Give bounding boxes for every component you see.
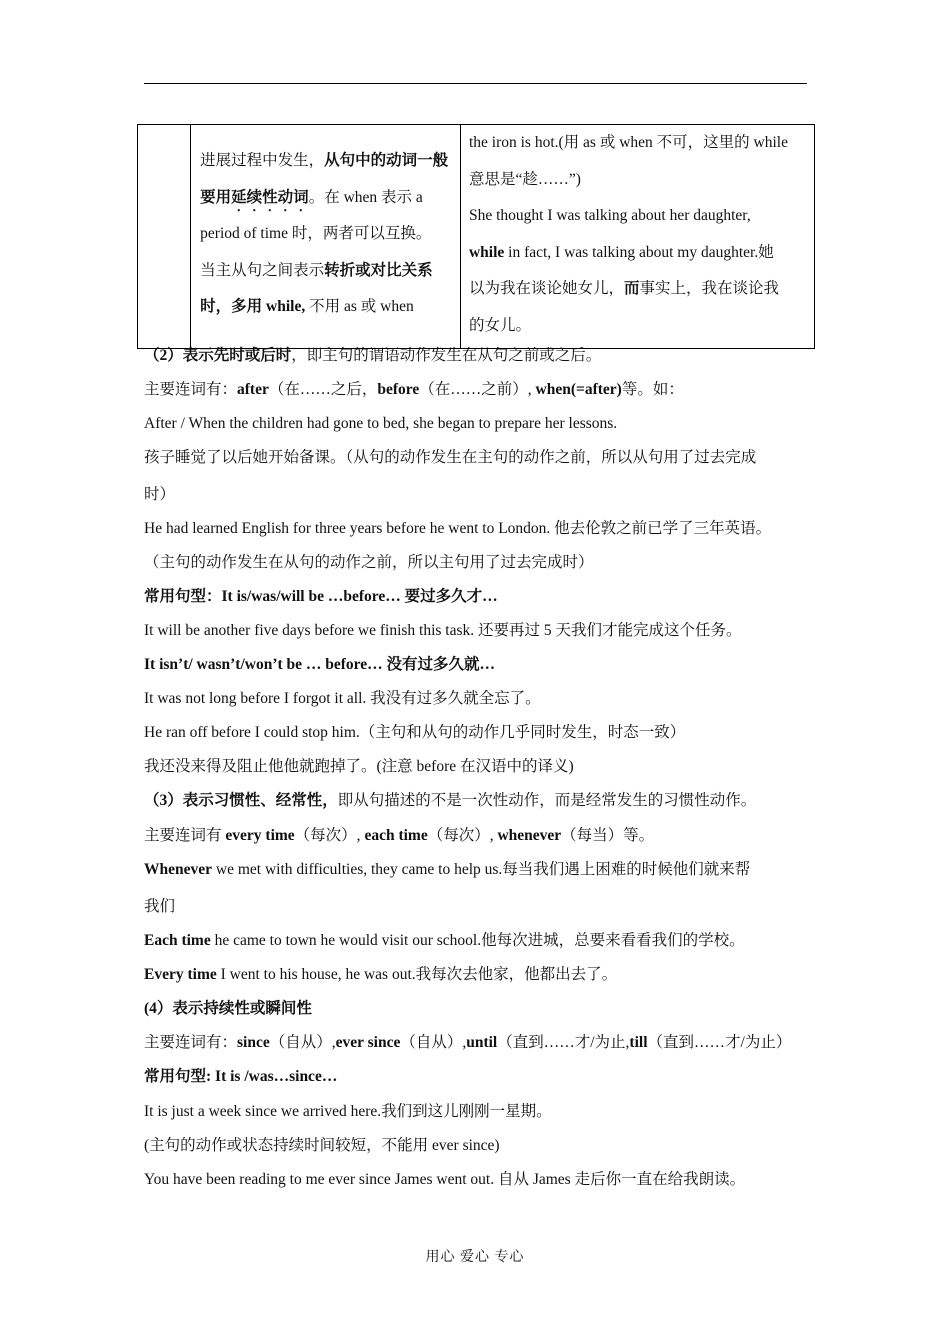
keyword: since: [237, 1034, 270, 1051]
pattern-text: 常用句型: It is /was…since…: [144, 1068, 338, 1085]
note-line: (主句的动作或状态持续时间较短，不能用 ever since): [144, 1137, 500, 1154]
header-rule: [144, 83, 807, 84]
section-heading: [144, 339, 601, 373]
example-sentence: [144, 853, 750, 887]
keyword: after: [237, 381, 269, 398]
emphasis-dotted-text: 延续性动词: [231, 188, 309, 206]
text: （在……之后，: [268, 381, 378, 398]
text: （自从）,: [400, 1034, 467, 1051]
cell-text: 。在 when 表示 a period of time 时，两者可以互换。: [200, 188, 432, 242]
keyword: whenever: [497, 827, 562, 844]
example-sentence: [144, 924, 745, 958]
translation-line: 我们: [144, 898, 176, 915]
keyword: Every time: [144, 966, 217, 983]
heading-bold: （3）表示习惯性、经常性，: [144, 792, 338, 809]
conjunction-line: [144, 819, 654, 853]
example-text: 以为我在谈论她女儿，: [468, 280, 624, 297]
heading-rest: ，即主句的谓语动作发生在从句之前或之后。: [291, 347, 602, 364]
keyword: every time: [225, 827, 295, 844]
keyword: each time: [364, 827, 428, 844]
example-line: [469, 235, 806, 272]
section-heading: [144, 784, 756, 818]
keyword: until: [466, 1034, 498, 1051]
keyword: before: [377, 381, 420, 398]
example-text: 事实上，我在谈论我: [639, 280, 779, 297]
comparison-table: [137, 124, 815, 349]
translation-line: 时）: [144, 486, 176, 503]
text: （自从）,: [269, 1034, 336, 1051]
example-line: the iron is hot.(用 as 或 when 不可，这里的 while: [468, 134, 788, 151]
keyword: while: [468, 243, 505, 261]
heading-bold: (4）表示持续性或瞬间性: [144, 1000, 312, 1017]
translation-line: 我还没来得及阻止他他就跑掉了。(注意 before 在汉语中的译义): [144, 758, 574, 775]
text: he came to town he would visit our school.他每次进城，总要来看看我们的学校。: [210, 932, 745, 949]
page-footer: 用心 爱心 专心: [425, 1250, 525, 1265]
table-cell-empty: [138, 125, 191, 349]
note-line: （主句的动作发生在从句的动作之前，所以主句用了过去完成时）: [144, 554, 594, 571]
conjunction-line: [144, 1026, 791, 1060]
example-sentence: He ran off before I could stop him.（主句和从句的动作几乎同时发生，时态一致）: [144, 724, 686, 741]
keyword: till: [629, 1034, 648, 1051]
translation-line: 孩子睡觉了以后她开始备课。（从句的动作发生在主句的动作之前，所以从句用了过去完成: [144, 449, 757, 466]
example-text: in fact, I was talking about my daughter.她: [504, 243, 774, 261]
table-row: [138, 125, 815, 349]
pattern-line: [144, 580, 498, 614]
example-sentence: It was not long before I forgot it all. 我没有过多久就全忘了。: [144, 690, 541, 707]
text: （每次）,: [294, 827, 365, 844]
keyword: 而: [623, 280, 640, 297]
keyword: ever since: [335, 1034, 401, 1051]
pattern-line: [144, 1060, 337, 1094]
text: （直到……才/为止,: [497, 1034, 630, 1051]
example-sentence: He had learned English for three years before he went to London. 他去伦敦之前已学了三年英语。: [144, 520, 772, 537]
text: I went to his house, he was out.我每次去他家，他都出去了。: [216, 966, 618, 983]
example-line: She thought I was talking about her daughter,: [468, 207, 751, 224]
table-cell-explanation: [191, 125, 461, 349]
pattern-text: 常用句型：It is/was/will be …before… 要过多久才…: [144, 588, 498, 605]
table-cell-examples: [460, 125, 814, 349]
keyword: when(=after): [535, 381, 622, 398]
example-sentence: It will be another five days before we finish this task. 还要再过 5 天我们才能完成这个任务。: [144, 622, 742, 639]
cell-bold-text: 转折或对比关系时，多用 while,: [200, 261, 433, 315]
example-sentence: [144, 958, 617, 992]
keyword: Each time: [144, 932, 211, 949]
pattern-line: [144, 648, 495, 682]
example-sentence: After / When the children had gone to bed, she began to prepare her lessons.: [144, 415, 618, 432]
text: 主要连词有: [144, 827, 226, 844]
cell-text: 不用 as 或 when: [305, 298, 414, 315]
heading-bold: （2）表示先时或后时: [144, 347, 292, 364]
section-heading: [144, 992, 312, 1026]
example-line: [469, 271, 806, 308]
text: （每次）,: [427, 827, 498, 844]
text: 主要连词有：: [144, 381, 238, 398]
cell-text: 当主从句之间表示: [200, 261, 325, 279]
text: 等。如：: [621, 381, 684, 398]
pattern-text: It isn’t/ wasn’t/won’t be … before… 没有过多久就…: [144, 656, 496, 673]
heading-rest: 即从句描述的不是一次性动作，而是经常发生的习惯性动作。: [337, 792, 757, 809]
example-line: 意思是“趁……”): [468, 170, 581, 188]
cell-bold-text: 从句中的动词一般要用: [200, 152, 449, 206]
text: （每当）等。: [561, 827, 655, 844]
text: 主要连词有：: [144, 1034, 238, 1051]
text: we met with difficulties, they came to help us.每当我们遇上困难的时候他们就来帮: [212, 861, 751, 878]
example-sentence: It is just a week since we arrived here.我们到这儿刚刚一星期。: [144, 1103, 552, 1120]
keyword: Whenever: [144, 861, 213, 878]
text: （直到……才/为止）: [647, 1034, 792, 1051]
example-line: 的女儿。: [468, 316, 531, 334]
example-sentence: You have been reading to me ever since James went out. 自从 James 走后你一直在给我朗读。: [144, 1171, 746, 1188]
text: （在……之前）,: [419, 381, 536, 398]
conjunction-line: [144, 373, 684, 407]
cell-text: 进展过程中发生，: [200, 152, 325, 169]
